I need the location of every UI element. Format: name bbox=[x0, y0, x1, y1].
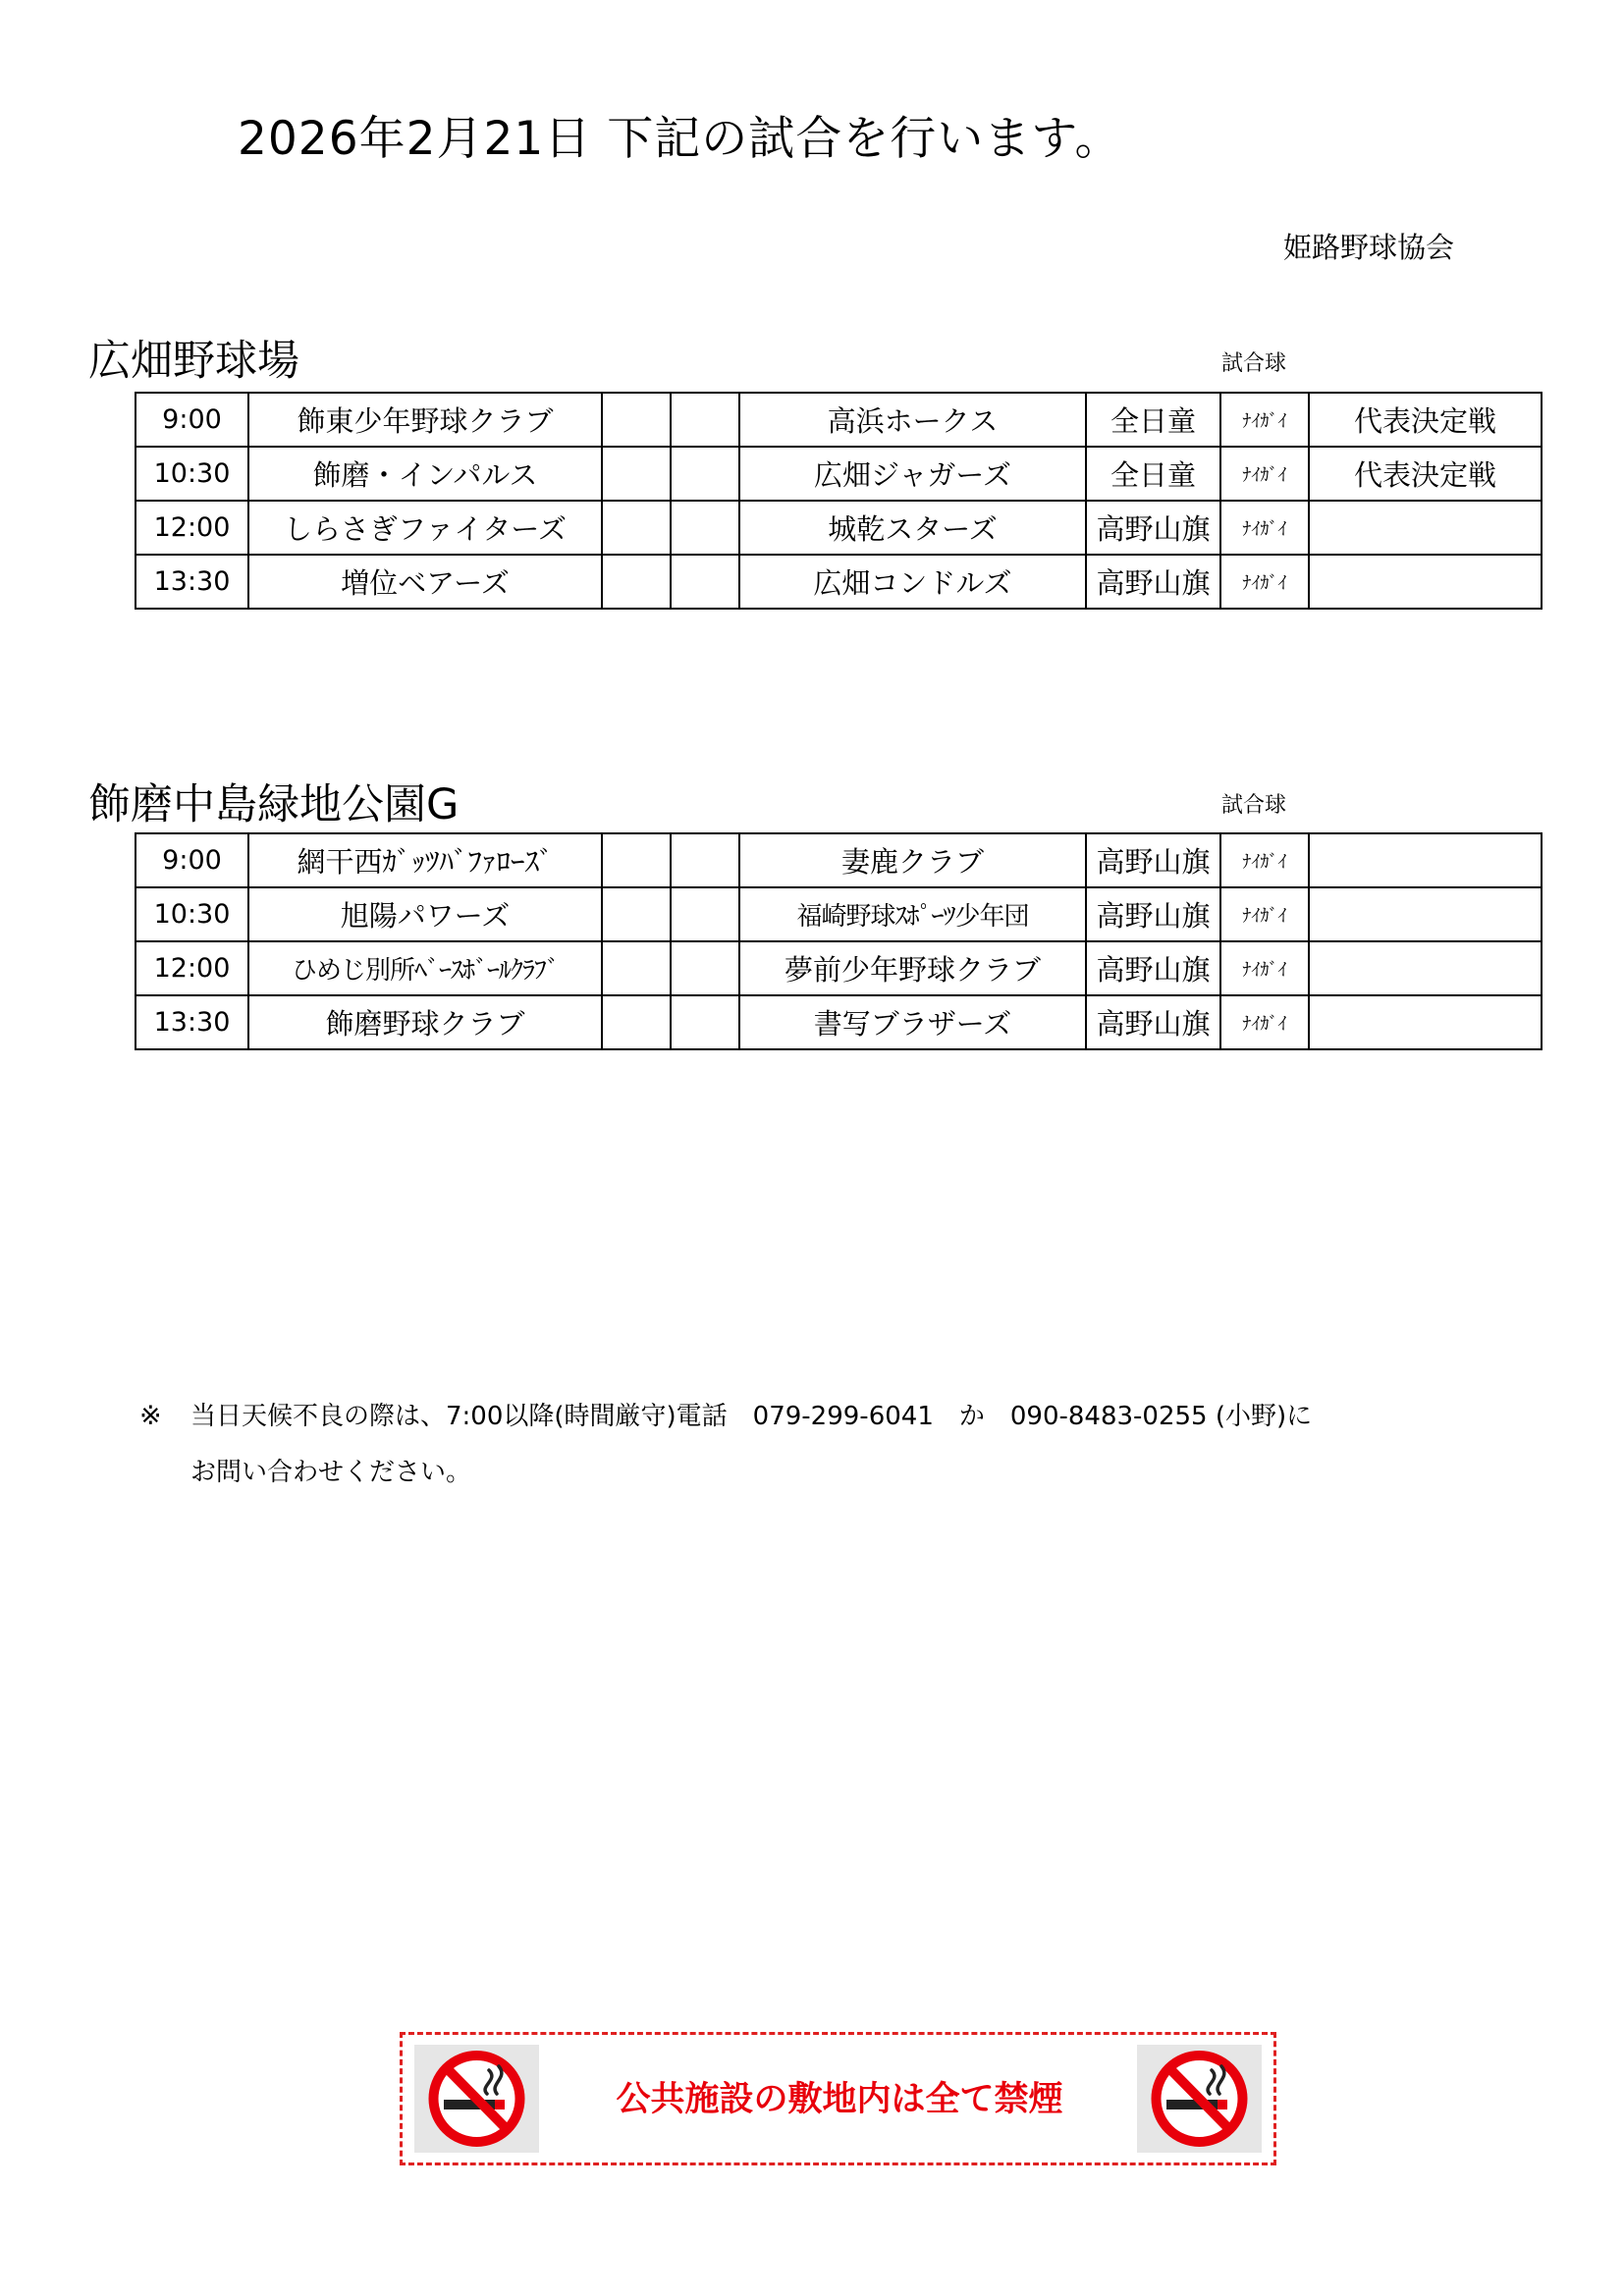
game-time: 12:00 bbox=[135, 501, 248, 555]
team-b: 福崎野球ｽﾎﾟｰﾂ少年団 bbox=[739, 887, 1086, 941]
table-row bbox=[135, 887, 1542, 941]
schedule-table-hirohata bbox=[135, 392, 1543, 610]
team-a: 増位ベアーズ bbox=[248, 555, 602, 609]
page-title: 2026年2月21日 下記の試合を行います。 bbox=[238, 112, 1122, 166]
game-time: 10:30 bbox=[135, 447, 248, 501]
score-b bbox=[671, 447, 739, 501]
team-b: 高浜ホークス bbox=[739, 393, 1086, 447]
team-b: 夢前少年野球クラブ bbox=[739, 941, 1086, 995]
game-time: 12:00 bbox=[135, 941, 248, 995]
game-note bbox=[1309, 995, 1542, 1049]
table-row bbox=[135, 555, 1542, 609]
game-ball: ﾅｲｶﾞｲ bbox=[1220, 995, 1309, 1049]
game-note bbox=[1309, 833, 1542, 887]
score-b bbox=[671, 995, 739, 1049]
tournament: 高野山旗 bbox=[1086, 501, 1220, 555]
score-a bbox=[602, 941, 671, 995]
team-a: しらさぎファイターズ bbox=[248, 501, 602, 555]
game-time: 13:30 bbox=[135, 555, 248, 609]
score-b bbox=[671, 393, 739, 447]
tournament: 高野山旗 bbox=[1086, 555, 1220, 609]
table-row bbox=[135, 941, 1542, 995]
tournament: 全日童 bbox=[1086, 393, 1220, 447]
score-b bbox=[671, 887, 739, 941]
score-a bbox=[602, 995, 671, 1049]
game-ball: ﾅｲｶﾞｲ bbox=[1220, 393, 1309, 447]
team-a: 飾東少年野球クラブ bbox=[248, 393, 602, 447]
no-smoking-text: 公共施設の敷地内は全て禁煙 bbox=[616, 2080, 1063, 2119]
no-smoking-banner bbox=[400, 2032, 1276, 2165]
no-smoking-icon bbox=[1137, 2045, 1262, 2153]
game-ball: ﾅｲｶﾞｲ bbox=[1220, 555, 1309, 609]
tournament: 高野山旗 bbox=[1086, 941, 1220, 995]
team-a: 網干西ｶﾞｯﾂﾊﾞﾌｧﾛｰｽﾞ bbox=[248, 833, 602, 887]
team-b: 城乾スターズ bbox=[739, 501, 1086, 555]
score-b bbox=[671, 941, 739, 995]
game-note: 代表決定戦 bbox=[1309, 447, 1542, 501]
game-note bbox=[1309, 555, 1542, 609]
tournament: 高野山旗 bbox=[1086, 995, 1220, 1049]
team-b: 妻鹿クラブ bbox=[739, 833, 1086, 887]
game-ball: ﾅｲｶﾞｲ bbox=[1220, 501, 1309, 555]
game-note: 代表決定戦 bbox=[1309, 393, 1542, 447]
game-note bbox=[1309, 941, 1542, 995]
score-b bbox=[671, 833, 739, 887]
game-ball: ﾅｲｶﾞｲ bbox=[1220, 887, 1309, 941]
table-row bbox=[135, 833, 1542, 887]
notice-mark: ※ bbox=[139, 1401, 162, 1431]
team-b: 書写ブラザーズ bbox=[739, 995, 1086, 1049]
notice-line-2: お問い合わせください。 bbox=[190, 1458, 472, 1487]
tournament: 全日童 bbox=[1086, 447, 1220, 501]
tournament: 高野山旗 bbox=[1086, 887, 1220, 941]
score-a bbox=[602, 447, 671, 501]
game-note bbox=[1309, 501, 1542, 555]
team-a: 飾磨・インパルス bbox=[248, 447, 602, 501]
organizer-name: 姫路野球協会 bbox=[1283, 231, 1455, 264]
game-ball: ﾅｲｶﾞｲ bbox=[1220, 833, 1309, 887]
score-a bbox=[602, 501, 671, 555]
schedule-table-shikama-nakajima bbox=[135, 832, 1543, 1050]
score-a bbox=[602, 887, 671, 941]
table-row bbox=[135, 447, 1542, 501]
venue-title-shikama-nakajima: 飾磨中島緑地公園G bbox=[88, 780, 460, 829]
game-note bbox=[1309, 887, 1542, 941]
game-ball: ﾅｲｶﾞｲ bbox=[1220, 447, 1309, 501]
game-time: 10:30 bbox=[135, 887, 248, 941]
game-time: 9:00 bbox=[135, 393, 248, 447]
tournament: 高野山旗 bbox=[1086, 833, 1220, 887]
team-a: 飾磨野球クラブ bbox=[248, 995, 602, 1049]
team-a: 旭陽パワーズ bbox=[248, 887, 602, 941]
table-row bbox=[135, 501, 1542, 555]
score-b bbox=[671, 501, 739, 555]
notice-line-1: 当日天候不良の際は、7:00以降(時間厳守)電話 079-299-6041 か 090-8483-0255 (小野)に bbox=[190, 1402, 1313, 1431]
table-row bbox=[135, 393, 1542, 447]
team-a: ひめじ別所ﾍﾞｰｽﾎﾞｰﾙｸﾗﾌﾞ bbox=[248, 941, 602, 995]
score-a bbox=[602, 555, 671, 609]
venue-title-hirohata: 広畑野球場 bbox=[88, 337, 299, 386]
game-ball: ﾅｲｶﾞｲ bbox=[1220, 941, 1309, 995]
ball-column-header: 試合球 bbox=[1221, 793, 1287, 818]
no-smoking-icon bbox=[414, 2045, 539, 2153]
score-b bbox=[671, 555, 739, 609]
table-row bbox=[135, 995, 1542, 1049]
score-a bbox=[602, 833, 671, 887]
score-a bbox=[602, 393, 671, 447]
game-time: 9:00 bbox=[135, 833, 248, 887]
ball-column-header: 試合球 bbox=[1221, 351, 1287, 376]
game-time: 13:30 bbox=[135, 995, 248, 1049]
team-b: 広畑ジャガーズ bbox=[739, 447, 1086, 501]
team-b: 広畑コンドルズ bbox=[739, 555, 1086, 609]
